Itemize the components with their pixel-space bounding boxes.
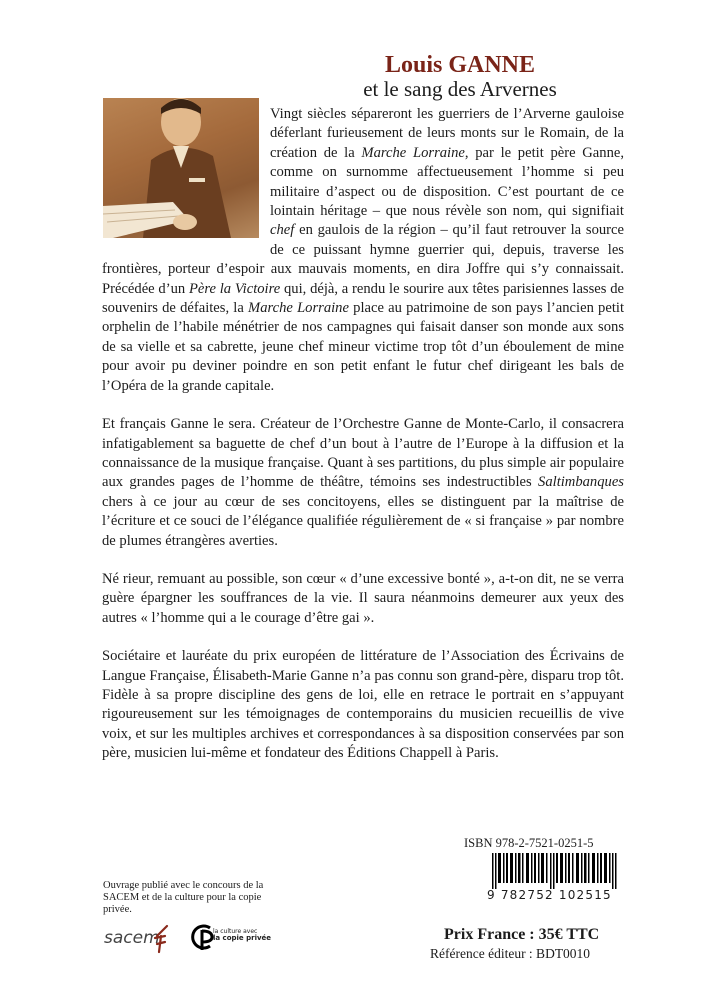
text-segment: Né rieur, remuant au possible, son cœur « d’une excessive bonté », a-t-on dit, ne se verra guère épargner les souffrances de la vie. Il saura néanmoins demeurer aux yeux des autres « l’homme qui a le courage d’être gai ». [102, 570, 624, 626]
text-segment: Sociétaire et lauréate du prix européen de littérature de l’Association des Écrivains de Langue Française, Élisabeth-Marie Ganne n’a pas connu son grand-père, disparu trop tôt. Fidèle à sa propre discipline des gens de loi, elle en retrace le portrait en s’appuyant rigoureusement sur les témoignages de contemporains du musicien recueillis de vive voix, et sur les multiples archives et correspondances à sa disposition conservées par son père, musicien lui-même et fondateur des Éditions Chappell à Paris. [102, 648, 624, 762]
publisher-reference: Référence éditeur : BDT0010 [430, 946, 591, 961]
book-subtitle: et le sang des Arvernes [363, 77, 557, 101]
sacem-logo: sacem [104, 928, 160, 948]
copie-privee-line1: la culture avec [213, 928, 258, 935]
work-title-saltimbanques: Saltimbanques [538, 474, 624, 491]
text-segment: chers à ce jour au cœur de ses concitoyens, elles se distinguent par la maîtrise de l’écriture et ce souci de l’élégance qualifiée régulièrement de « si française » par nombre de plumes étrangères averties. [102, 493, 624, 549]
work-title-pere-la-victoire: Père la Victoire [188, 280, 281, 297]
work-title-marche-lorraine: Marche Lorraine [361, 144, 465, 161]
work-title-marche-lorraine: Marche Lorraine [248, 300, 349, 317]
copie-privee-line2: la copie privée [213, 934, 272, 942]
paragraph-3 [102, 570, 624, 628]
paragraph-4 [102, 647, 624, 763]
sponsorship-notice: Ouvrage publié avec le concours de la SACEM et de la culture pour la copie privée. [103, 880, 264, 915]
isbn-label: ISBN 978-2-7521-0251-5 [464, 836, 594, 850]
text-segment: Et français Ganne le sera. Créateur de l’Orchestre Ganne de Monte-Carlo, il consacrera infatigablement sa baguette de chef d’un bout à l’autre de l’Europe à la diffusion et la connaissance de la musique française. Quant à ses partitions, du plus simple air populaire aux grandes pages de l’homme de théâtre, témoins ses indestructibles [102, 416, 624, 491]
book-title: Louis GANNE [384, 52, 536, 78]
text-segment: Vingt siècles sépareront les guerriers de l’Arverne gauloise déferlant furieusement de leurs monts sur le Romain, de la création de la [270, 106, 624, 161]
back-cover-text [102, 105, 624, 783]
barcode-digits: 9 782752 102515 [487, 888, 612, 902]
price-label: Prix France : 35€ TTC [444, 926, 600, 943]
copie-privee-logo-text [213, 928, 271, 942]
italic-word-chef: chef [270, 222, 295, 239]
sacem-f-icon [153, 922, 173, 956]
text-segment: place au patrimoine de son pays l’ancien petit orphelin de l’habile ménétrier de nos campagnes qui faisait danser son monde aux sons de sa vielle et sa cabrette, jeune chef mineur victime trop tôt d’un éboulement de mine pour avoir pu deviner poindre en son petit enfant le futur chef dirigeant les bals de l’Opéra de la grande capitale. [102, 300, 624, 394]
text-segment: qui, déjà, a rendu le sourire aux têtes parisiennes lasses de souvenirs de défaites, la [102, 280, 624, 317]
photo-spacer [102, 105, 270, 255]
text-segment: , par le petit père Ganne, comme on surnomme affectueusement l’homme si peu militaire d’aspect ou de disposition. C’est pourtant de ce lointain héritage – que nous révèle son nom, qui signifiait [270, 144, 625, 220]
text-segment: en gaulois de la région – qu’il faut retrouver la source de ce puissant hymne guerrier qui, depuis, traverse les frontières, porteur d’espoir aux mauvais moments, en dira Joffre qui s’y connaissait. Précédée d’un [102, 222, 624, 297]
paragraph-2 [102, 415, 624, 551]
